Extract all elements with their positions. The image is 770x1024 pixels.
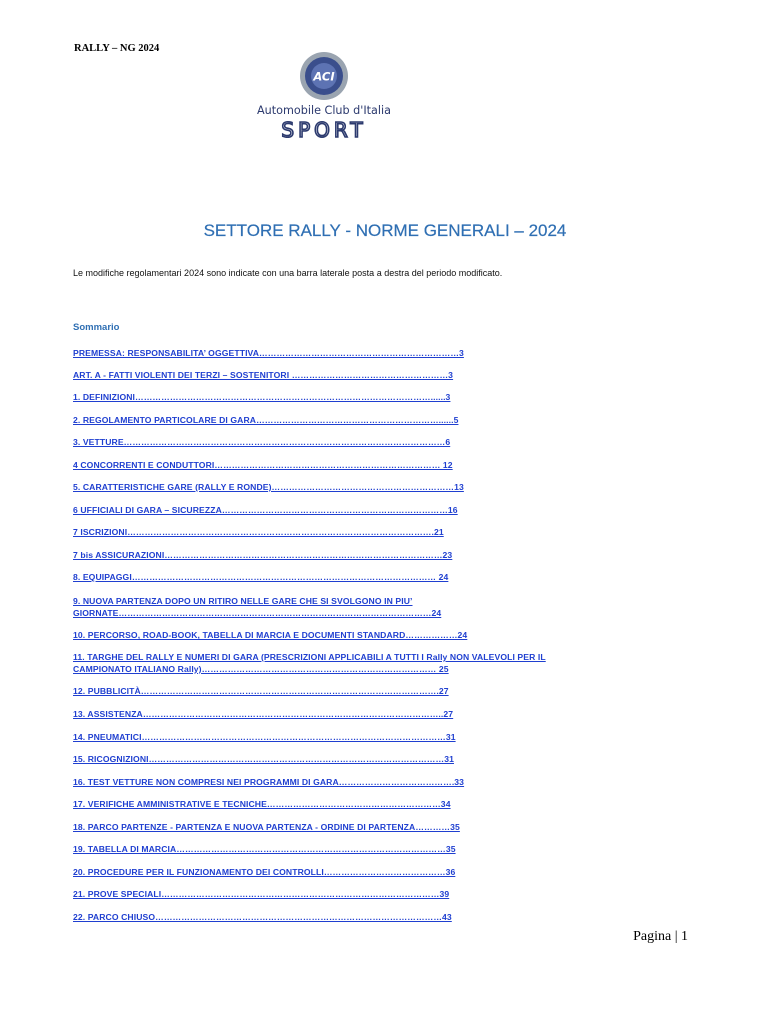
toc-entry[interactable]: 21. PROVE SPECIALI……………………………………………………………………………………39 <box>73 889 450 899</box>
toc-entry[interactable]: 1. DEFINIZIONI…………………………………………………………………………………………......3 <box>73 392 451 402</box>
toc-entry[interactable]: 22. PARCO CHIUSO………………………………………………………………………………………43 <box>73 912 452 922</box>
toc-entry[interactable]: 13. ASSISTENZA…………………………………………………………………………………………..27 <box>73 709 454 719</box>
toc-entry[interactable]: 7 ISCRIZIONI…………………………………………………………………………………………….21 <box>73 527 444 537</box>
toc-entry[interactable]: 12. PUBBLICITÀ………………………………………………………………………………………….27 <box>73 686 449 696</box>
toc-entry[interactable]: 10. PERCORSO, ROAD-BOOK, TABELLA DI MARCIA E DOCUMENTI STANDARD………………24 <box>73 630 468 640</box>
toc-entry[interactable]: 4 CONCORRENTI E CONDUTTORI…………………………………………………………………… 12 <box>73 460 453 470</box>
toc-entry[interactable]: 7 bis ASSICURAZIONI……………………………………………………………………………………23 <box>73 550 453 560</box>
logo-line1: Automobile Club d'Italia <box>257 104 391 117</box>
toc-entry[interactable]: 18. PARCO PARTENZE - PARTENZA E NUOVA PARTENZA - ORDINE DI PARTENZA…………35 <box>73 822 460 832</box>
intro-text: Le modifiche regolamentari 2024 sono indicate con una barra laterale posta a destra del periodo modificato. <box>73 268 503 278</box>
toc-entry[interactable]: 19. TABELLA DI MARCIA…………………………………………………………………………………35 <box>73 844 456 854</box>
toc-entry[interactable]: GIORNATE………………………………………………………………………………………………24 <box>73 608 442 618</box>
page-number: Pagina | 1 <box>633 929 688 944</box>
toc-entry[interactable]: 11. TARGHE DEL RALLY E NUMERI DI GARA (PRESCRIZIONI APPLICABILI A TUTTI I Rally NON VALEVOLI PER IL <box>73 652 546 662</box>
toc-entry[interactable]: CAMPIONATO ITALIANO Rally)……………………………………………………………………… 25 <box>73 664 449 674</box>
toc-entry[interactable]: 2. REGOLAMENTO PARTICOLARE DI GARA………………………………………………………......5 <box>73 415 459 425</box>
aci-sport-logo <box>254 50 394 142</box>
toc-entry[interactable]: 14. PNEUMATICI……………………………………………………………………………………………31 <box>73 732 456 742</box>
logo-sport: SPORT <box>281 118 367 142</box>
toc-entry[interactable]: PREMESSA: RESPONSABILITA’ OGGETTIVA……………………………………………………………3 <box>73 348 464 358</box>
toc-entry[interactable]: 20. PROCEDURE PER IL FUNZIONAMENTO DEI CONTROLLI……………………………………36 <box>73 867 456 877</box>
toc-entry[interactable]: ART. A - FATTI VIOLENTI DEI TERZI – SOSTENITORI ………………………………………………3 <box>73 370 454 380</box>
toc-entry[interactable]: 16. TEST VETTURE NON COMPRESI NEI PROGRAMMI DI GARA………………………………….33 <box>73 777 465 787</box>
toc-entry[interactable]: 15. RICOGNIZIONI…………………………………………………………………………………………31 <box>73 754 454 764</box>
toc-entry[interactable]: 8. EQUIPAGGI…………………………………………………………………………………………… 24 <box>73 572 449 582</box>
document-title: SETTORE RALLY - NORME GENERALI – 2024 <box>203 221 567 240</box>
toc-entry[interactable]: 3. VETTURE…………………………………………………………………………………………………6 <box>73 437 451 447</box>
toc-heading: Sommario <box>73 322 120 333</box>
aci-badge-text: ACI <box>313 69 335 84</box>
toc-entry[interactable]: 6 UFFICIALI DI GARA – SICUREZZA……………………………………………………………………16 <box>73 505 458 515</box>
toc-entry[interactable]: 5. CARATTERISTICHE GARE (RALLY E RONDE)………………………………………………………13 <box>73 482 464 492</box>
running-header: RALLY – NG 2024 <box>74 43 160 54</box>
toc-entry[interactable]: 17. VERIFICHE AMMINISTRATIVE E TECNICHE……………………………………………………34 <box>73 799 451 809</box>
toc-entry[interactable]: 9. NUOVA PARTENZA DOPO UN RITIRO NELLE GARE CHE SI SVOLGONO IN PIU’ <box>73 596 413 606</box>
